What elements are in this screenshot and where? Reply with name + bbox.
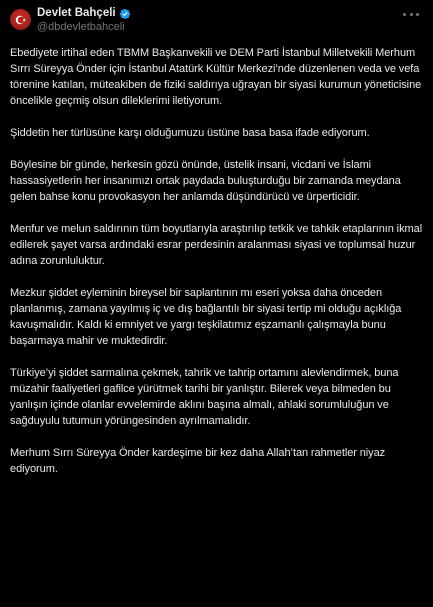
dot — [410, 13, 413, 16]
dot — [416, 13, 419, 16]
dot — [403, 13, 406, 16]
paragraph: Menfur ve melun saldırının tüm boyutlarıyla araştırılıp tetkik ve tahkik etaplarının ikmal edilerek şayet varsa ardındaki esrar perdesinin aralanması siyasi ve toplumsal huzur adına zorunluluktur. — [10, 223, 423, 267]
display-name[interactable]: Devlet Bahçeli — [37, 7, 116, 19]
paragraph: Türkiye’yi şiddet sarmalına çekmek, tahrik ve tahrip ortamını alevlendirmek, buna müzahir faaliyetleri gafilce yürütmek tarihi bir yanlıştır. Bilerek veya bilmeden bu yanlışın içinde olanlar evvelemirde aklını başına almalı, ahlaki sorumluluğun ve sağduyulu tutumun yörüngesinden ayrılmamalıdır. — [10, 367, 399, 427]
tweet-header — [10, 7, 423, 43]
verified-badge-icon[interactable] — [119, 8, 131, 20]
paragraph: Şiddetin her türlüsüne karşı olduğumuzu üstüne basa basa ifade ediyorum. — [10, 127, 370, 139]
paragraph: Böylesine bir günde, herkesin gözü önünde, üstelik insani, vicdani ve İslami hassasiyetlerin her insanımızı ortak paydada buluşturduğu bir zamanda meydana gelen bahse konu provokasyon her anlamda düşündürücü ve ürperticidir. — [10, 159, 401, 203]
more-options-icon[interactable] — [403, 9, 419, 19]
author-names — [37, 7, 131, 34]
paragraph: Ebediyete irtihal eden TBMM Başkanvekili ve DEM Parti İstanbul Milletvekili Merhum Sırrı Süreyya Önder için İstanbul Atatürk Kültür Merkezi’nde düzenlenen veda ve vefa törenine katılan, müteakiben de fiziki saldırıya uğrayan bir siyasi kurumun yöneticisine öncelikle geçmiş olsun dileklerimi iletiyorum. — [10, 47, 422, 107]
tweet-text — [10, 45, 423, 477]
crescent-star-icon — [14, 13, 28, 27]
paragraph: Merhum Sırrı Süreyya Önder kardeşime bir kez daha Allah’tan rahmetler niyaz ediyorum. — [10, 447, 386, 475]
handle[interactable]: @dbdevletbahceli — [37, 21, 125, 33]
avatar[interactable] — [10, 9, 31, 30]
name-row — [37, 7, 131, 20]
paragraph: Mezkur şiddet eyleminin bireysel bir saplantının mı eseri yoksa daha önceden planlanmış, zamana yayılmış iç ve dış bağlantılı bir siyasi tertip mi olduğu açıklığa kavuşmalıdır. Kaldı ki emniyet ve yargı teşkilatımız eşzamanlı çalışmayla bunu başarmaya mahir ve muktedirdir. — [10, 287, 402, 347]
